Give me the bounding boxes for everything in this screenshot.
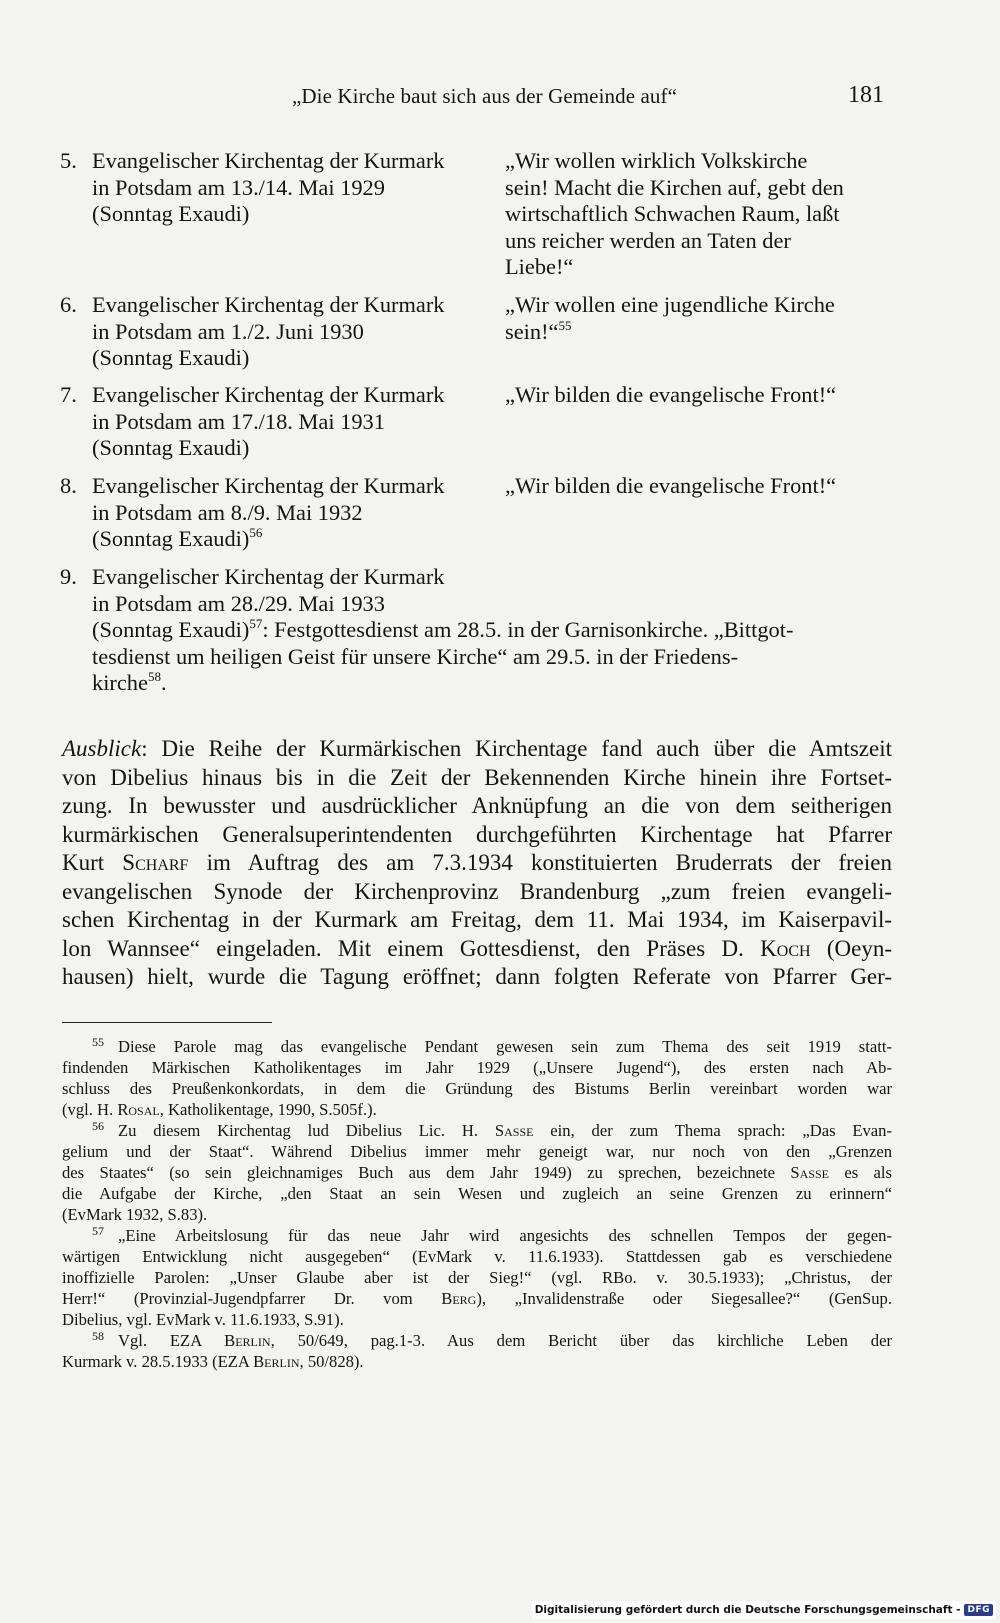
footnote-ref-57[interactable]: 57 [249, 616, 263, 631]
running-title: „Die Kirche baut sich aus der Gemeinde auf“ [292, 84, 678, 108]
footnote-number: 55 [92, 1035, 104, 1049]
event-motto: „Wir wollen wirklich Volkskirche sein! Macht die Kirchen auf, gebt den wirtschaftlich Schwachen Raum, laßt uns reicher werden an Taten der Liebe!“ [505, 148, 844, 279]
event-description: Evangelischer Kirchentag der Kurmark in Potsdam am 17./18. Mai 1931 (Sonntag Exaudi) [92, 382, 445, 460]
footnote-58: $^{58}$ Vgl. EZA Berlin, 50/649, pag.1-3. Aus dem Bericht über das kirchliche Leben der Kurmark v. 28.5.1933 (EZA Berlin, 50/828). [62, 1329, 892, 1371]
footnote-57: $^{57}$ „Eine Arbeitslosung für das neue Jahr wird angesichts des schnellen Tempos der gegen- wärtigen Entwicklung nicht ausgegeben“ (EvMark v. 11.6.1933). Stattdessen gab es verschiedene inoffizielle Parolen: „Unser Glaube aber ist der Sieg!“ (vgl. RBo. v. 30.5.1933); „Christus, der Herr!“ (Provinzial-Jugendpfarrer Dr. vom Berg), „Invalidenstraße oder Siegesallee?“ (GenSup. Dibelius, vgl. EvMark v. 11.6.1933, S.91). [62, 1224, 892, 1329]
item-number: 6. [60, 292, 77, 317]
footnotes [62, 1036, 892, 1372]
event-description: Evangelischer Kirchentag der Kurmark in Potsdam am 28./29. Mai 1933 (Sonntag Exaudi)$^{57}$: Festgottesdienst am 28.5. in der Garnisonkirche. „Bittgot- tesdienst um heiligen Geist für unsere Kirche“ am 29.5. in der Friedens- kirche$^{58}$. [92, 564, 794, 695]
digitization-credit [532, 1601, 996, 1619]
footnote-number: 57 [92, 1224, 104, 1238]
event-description: Evangelischer Kirchentag der Kurmark in Potsdam am 1./2. Juni 1930 (Sonntag Exaudi) [92, 292, 445, 370]
person-name: Koch [760, 935, 811, 961]
event-motto: „Wir bilden die evangelische Front!“ [505, 382, 837, 407]
running-head [62, 80, 884, 116]
item-number: 7. [60, 382, 77, 407]
outlook-paragraph: Ausblick: Die Reihe der Kurmärkischen Kirchentage fand auch über die Amtszeit von Dibelius hinaus bis in die Zeit der Bekennenden Kirche hinein ihre Fortset- zung. In bewusster und ausdrücklicher Anknüpfung an die von dem seitherigen kurmärkischen Generalsuperintendenten durchgeführten Kirchentage hat Pfarrer Kurt Scharf im Auftrag des am 7.3.1934 konstituierten Bruderrats der freien evangelischen Synode der Kirchenprovinz Brandenburg „zum freien evangeli- schen Kirchentag in der Kurmark am Freitag, dem 11. Mai 1934, im Kaiserpavil- lon Wannsee“ eingeladen. Mit einem Gottesdienst, den Präses D. Koch (Oeyn- hausen) hielt, wurde die Tagung eröffnet; dann folgten Referate von Pfarrer Ger- [62, 736, 892, 989]
dfg-logo-icon: DFG [964, 1604, 993, 1616]
event-motto: „Wir wollen eine jugendliche Kirche sein!“$^{55}$ [505, 292, 835, 344]
footnote-ref-56[interactable]: 56 [249, 525, 263, 540]
item-number: 8. [60, 473, 77, 498]
footnote-divider [62, 1022, 272, 1023]
event-motto: „Wir bilden die evangelische Front!“ [505, 473, 837, 498]
footnote-number: 58 [92, 1329, 104, 1343]
footnote-55: $^{55}$ Diese Parole mag das evangelische Pendant gewesen sein zum Thema des seit 1919 statt- findenden Märkischen Katholikentages im Jahr 1929 („Unsere Jugend“), des ersten nach Ab- schluss des Preußenkonkordats, in dem die Gründung des Bistums Berlin vereinbart worden war (vgl. H. Rosal, Katholikentage, 1990, S.505f.). [62, 1035, 892, 1119]
event-description: Evangelischer Kirchentag der Kurmark in Potsdam am 13./14. Mai 1929 (Sonntag Exaudi) [92, 148, 445, 226]
credit-text: Digitalisierung gefördert durch die Deutsche Forschungsgemeinschaft - [534, 1604, 961, 1616]
page-number: 181 [848, 82, 884, 108]
footnote-number: 56 [92, 1119, 104, 1133]
item-number: 9. [60, 564, 77, 589]
footnote-ref-58[interactable]: 58 [147, 669, 161, 684]
person-name: Scharf [122, 850, 189, 875]
footnote-56: $^{56}$ Zu diesem Kirchentag lud Dibelius Lic. H. Sasse ein, der zum Thema sprach: „Das Evan- gelium und der Staat“. Während Dibelius immer mehr geneigt war, nur noch von den „Grenzen des Staates“ (so sein gleichnamiges Buch aus dem Jahr 1949) zu sprechen, bezeichnete Sasse es als die Aufgabe der Kirche, „den Staat an sein Wesen und zugleich an seine Grenzen zu erinnern“ (EvMark 1932, S.83). [62, 1119, 892, 1224]
outlook-label: Ausblick [62, 736, 142, 761]
footnote-ref-55[interactable]: 55 [558, 317, 572, 333]
item-number: 5. [60, 148, 77, 173]
event-description: Evangelischer Kirchentag der Kurmark in Potsdam am 8./9. Mai 1932 (Sonntag Exaudi)$^{56}$ [92, 473, 445, 551]
